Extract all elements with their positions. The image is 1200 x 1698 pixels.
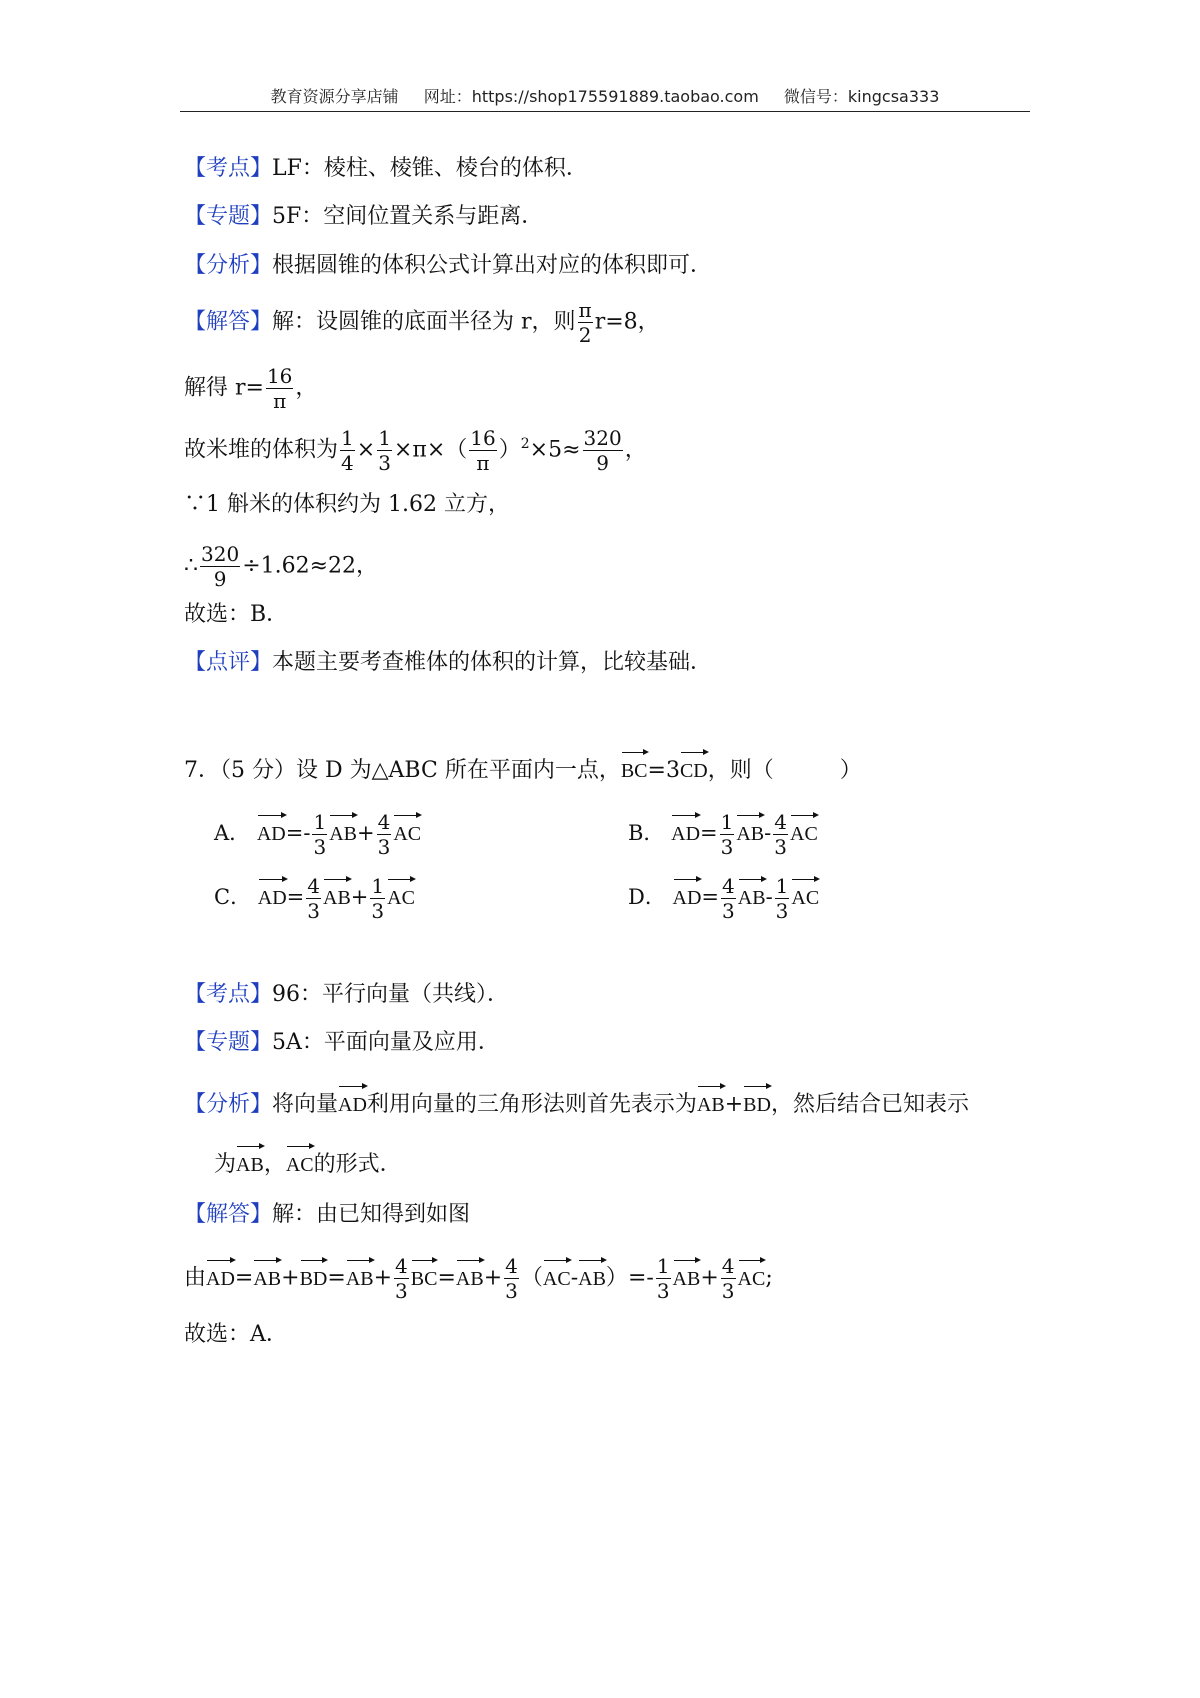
q6-because: ∵1 斛米的体积约为 1.62 立方， [184,492,510,517]
header-wechat: 微信号：kingcsa333 [783,87,940,106]
q6-zhuanti: 【专题】5F：空间位置关系与距离． [184,204,544,229]
q7-calc: 由AD=AB+BD=AB+ $\frac{4}{3}$ BC=AB+ $\frac{4}{3}$ （AC-AB）=- $\frac{1}{3}$ AB+ $\frac{4}{3}$ AC; [184,1254,773,1303]
fraction-16-over-pi: $\frac{16}{\pi}$ [266,364,293,413]
q7-option-b[interactable]: B． AD= $\frac{1}{3}$ AB- $\frac{4}{3}$ AC [628,810,818,859]
q6-dianping: 【点评】本题主要考查椎体的体积的计算，比较基础． [184,650,713,675]
fraction-pi-over-2: $\frac{\pi}{2}$ [578,298,592,347]
header-rule [180,111,1030,112]
q6-solve-r: 解得 r= $\frac{16}{\pi}$ ， [184,364,318,413]
fraction-1-over-3: $\frac{1}{3}$ [378,426,391,475]
vector-cd: CD [680,750,708,786]
fraction-1-over-4: $\frac{1}{4}$ [341,426,354,475]
q7-kaodian: 【考点】96：平行向量（共线）． [184,982,510,1007]
q7-option-a[interactable]: A． AD=- $\frac{1}{3}$ AB+ $\frac{4}{3}$ AC [214,810,422,859]
vector-bc: BC [621,750,648,786]
q6-choice: 故选：B． [184,602,289,627]
q7-fenxi-cont: 为AB，AC的形式． [214,1144,402,1180]
q7-stem: 7．（5 分）设 D 为△ABC 所在平面内一点，BC=3CD，则（ ） [184,750,862,786]
q6-kaodian: 【考点】LF：棱柱、棱锥、棱台的体积． [184,156,588,181]
q6-jieda: 【解答】解：设圆锥的底面半径为 r，则 $\frac{\pi}{2}$ r=8， [184,298,660,347]
q6-therefore: ∴ $\frac{320}{9}$ ÷1.62≈22， [184,542,379,591]
q7-fenxi: 【分析】将向量AD利用向量的三角形法则首先表示为AB+BD，然后结合已知表示 [184,1084,969,1120]
q7-option-c[interactable]: C． AD= $\frac{4}{3}$ AB+ $\frac{1}{3}$ AC [214,874,415,923]
fraction-320-over-9: $\frac{320}{9}$ [583,426,622,475]
header-url: 网址：https://shop175591889.taobao.com [423,87,759,106]
fraction-16-over-pi-2: $\frac{16}{\pi}$ [470,426,496,475]
q7-choice: 故选：A． [184,1322,288,1347]
q7-zhuanti: 【专题】5A：平面向量及应用． [184,1030,500,1055]
q6-fenxi: 【分析】根据圆锥的体积公式计算出对应的体积即可． [184,253,713,278]
q6-volume: 故米堆的体积为 $\frac{1}{4}$ × $\frac{1}{3}$ ×π×（ $\frac{16}{\pi}$ ）$^2$×5≈ $\frac{320}{9}$ ， [184,426,647,475]
page-header [180,84,1030,107]
q7-option-d[interactable]: D． AD= $\frac{4}{3}$ AB- $\frac{1}{3}$ AC [628,874,820,923]
fraction-320-over-9-2: $\frac{320}{9}$ [201,542,240,591]
header-shop: 教育资源分享店铺 [270,87,399,106]
q7-jieda: 【解答】解：由已知得到如图 [184,1202,471,1227]
